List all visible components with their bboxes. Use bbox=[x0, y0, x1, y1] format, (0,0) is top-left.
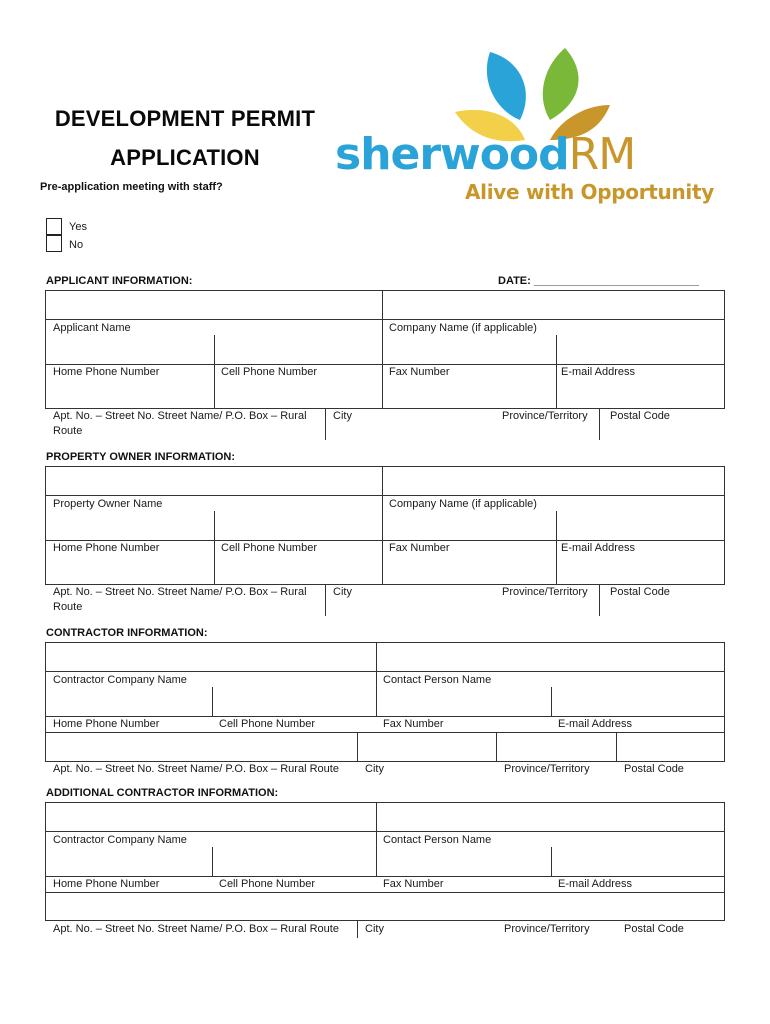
owner-address-label: Apt. No. – Street No. Street Name/ P.O. Box – Rural Route bbox=[53, 586, 307, 613]
yes-label: Yes bbox=[69, 221, 87, 233]
yes-checkbox[interactable] bbox=[46, 218, 62, 235]
contractor-city-label: City bbox=[365, 763, 384, 775]
owner-city-label: City bbox=[333, 586, 352, 598]
title-line-2: APPLICATION bbox=[110, 145, 260, 170]
owner-province-label: Province/Territory bbox=[502, 586, 588, 598]
contractor-table bbox=[45, 642, 725, 775]
no-checkbox[interactable] bbox=[46, 235, 62, 252]
additional-city-label: City bbox=[365, 923, 384, 935]
owner-home-phone-label: Home Phone Number bbox=[53, 542, 160, 554]
owner-cell-phone-label: Cell Phone Number bbox=[221, 542, 317, 554]
date-field[interactable]: DATE: ___________________________ bbox=[498, 275, 700, 287]
contractor-home-phone-label: Home Phone Number bbox=[53, 718, 160, 730]
logo-wordmark bbox=[335, 129, 636, 180]
applicant-address-label: Apt. No. – Street No. Street Name/ P.O. Box – Rural Route bbox=[53, 410, 307, 437]
contractor-email-label: E-mail Address bbox=[558, 718, 632, 730]
sherwood-logo bbox=[335, 40, 735, 215]
additional-home-phone-label: Home Phone Number bbox=[53, 878, 160, 890]
contractor-contact-label: Contact Person Name bbox=[383, 674, 492, 686]
additional-contact-label: Contact Person Name bbox=[383, 834, 492, 846]
applicant-province-label: Province/Territory bbox=[502, 410, 588, 422]
owner-company-label: Company Name (if applicable) bbox=[389, 498, 537, 510]
owner-table bbox=[45, 466, 725, 586]
additional-company-label: Contractor Company Name bbox=[53, 834, 187, 846]
owner-heading: PROPERTY OWNER INFORMATION: bbox=[46, 451, 236, 463]
additional-email-label: E-mail Address bbox=[558, 878, 632, 890]
additional-address-label: Apt. No. – Street No. Street Name/ P.O. Box – Rural Route bbox=[53, 923, 339, 935]
owner-company-input[interactable] bbox=[383, 467, 724, 495]
contractor-contact-input[interactable] bbox=[377, 643, 724, 671]
additional-company-input[interactable] bbox=[46, 803, 376, 831]
owner-postal-label: Postal Code bbox=[610, 586, 670, 598]
owner-name-label: Property Owner Name bbox=[53, 498, 163, 510]
additional-postal-label: Postal Code bbox=[624, 923, 684, 935]
contractor-fax-label: Fax Number bbox=[383, 718, 444, 730]
contractor-postal-label: Postal Code bbox=[624, 763, 684, 775]
additional-fax-label: Fax Number bbox=[383, 878, 444, 890]
contractor-heading: CONTRACTOR INFORMATION: bbox=[46, 627, 208, 639]
owner-address-row bbox=[45, 584, 725, 621]
additional-cell-phone-label: Cell Phone Number bbox=[219, 878, 315, 890]
logo-name-part1: sherwood bbox=[335, 129, 569, 180]
applicant-company-label: Company Name (if applicable) bbox=[389, 322, 537, 334]
applicant-cell-phone-label: Cell Phone Number bbox=[221, 366, 317, 378]
applicant-city-label: City bbox=[333, 410, 352, 422]
applicant-email-label: E-mail Address bbox=[561, 366, 635, 378]
additional-table bbox=[45, 802, 725, 942]
additional-contact-input[interactable] bbox=[377, 803, 724, 831]
contractor-company-input[interactable] bbox=[46, 643, 376, 671]
contractor-address-label: Apt. No. – Street No. Street Name/ P.O. Box – Rural Route bbox=[53, 763, 339, 775]
applicant-postal-label: Postal Code bbox=[610, 410, 670, 422]
preapp-question: Pre-application meeting with staff? bbox=[40, 181, 223, 193]
contractor-company-label: Contractor Company Name bbox=[53, 674, 187, 686]
applicant-name-input[interactable] bbox=[46, 291, 382, 319]
applicant-heading: APPLICANT INFORMATION: bbox=[46, 275, 193, 287]
additional-heading: ADDITIONAL CONTRACTOR INFORMATION: bbox=[46, 787, 279, 799]
owner-name-input[interactable] bbox=[46, 467, 382, 495]
additional-province-label: Province/Territory bbox=[504, 923, 590, 935]
applicant-name-label: Applicant Name bbox=[53, 322, 131, 334]
no-label: No bbox=[69, 239, 84, 251]
logo-name-part2: RM bbox=[568, 129, 636, 180]
contractor-cell-phone-label: Cell Phone Number bbox=[219, 718, 315, 730]
applicant-company-input[interactable] bbox=[383, 291, 724, 319]
applicant-address-row bbox=[45, 408, 725, 445]
title-line-1: DEVELOPMENT PERMIT bbox=[54, 106, 316, 131]
owner-fax-label: Fax Number bbox=[389, 542, 450, 554]
logo-tagline: Alive with Opportunity bbox=[465, 180, 714, 204]
contractor-province-label: Province/Territory bbox=[504, 763, 590, 775]
applicant-home-phone-label: Home Phone Number bbox=[53, 366, 160, 378]
applicant-fax-label: Fax Number bbox=[389, 366, 450, 378]
owner-email-label: E-mail Address bbox=[561, 542, 635, 554]
